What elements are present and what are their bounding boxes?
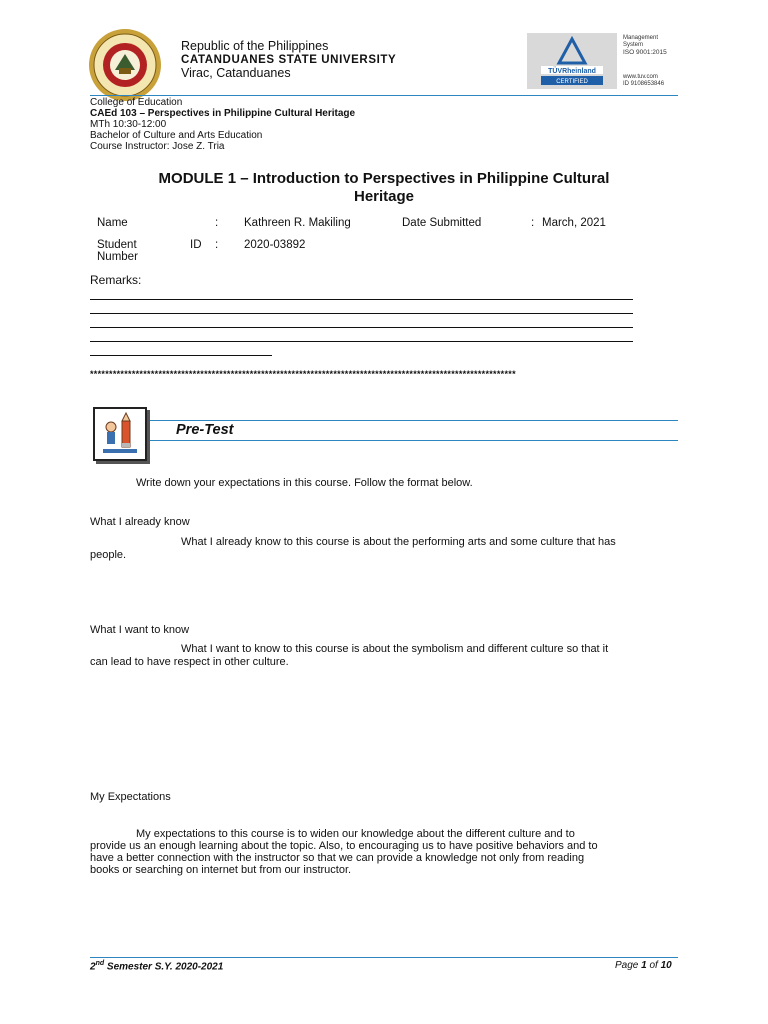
semester-text: Semester S.Y. 2020-2021	[104, 961, 224, 973]
course-schedule: MTh 10:30-12:00	[90, 119, 167, 130]
university-location: Virac, Catanduanes	[181, 66, 291, 80]
remarks-line	[90, 327, 633, 328]
module-title	[100, 170, 668, 206]
cert-url: www.tuv.com	[623, 74, 658, 80]
cert-id: ID 9108653846	[623, 81, 665, 87]
college-name: College of Education	[90, 97, 183, 108]
university-seal-logo	[88, 28, 162, 102]
remarks-line	[90, 299, 633, 300]
course-instructor: Course Instructor: Jose Z. Tria	[90, 141, 225, 152]
pretest-instruction: Write down your expectations in this course. Follow the format below.	[136, 477, 473, 489]
answer-already-know-line2: people.	[90, 549, 127, 561]
footer-divider	[90, 957, 678, 958]
date-colon: :	[531, 217, 535, 229]
semester-ordinal: nd	[95, 960, 105, 967]
student-id-label-id: ID	[190, 239, 202, 251]
remarks-line	[90, 313, 633, 314]
answer-expectations-line3: have a better connection with the instructor so that we can provide a knowledge not only from reading	[90, 852, 585, 864]
name-colon: :	[215, 217, 219, 229]
section-heading-want-to-know: What I want to know	[90, 624, 190, 636]
pretest-top-rule	[150, 420, 678, 421]
cert-iso: ISO 9001:2015	[623, 49, 667, 56]
answer-expectations-line4: books or searching on internet but from our instructor.	[90, 864, 352, 876]
cert-line-management: Management	[623, 35, 659, 41]
page-total: 10	[660, 960, 672, 971]
svg-text:CERTIFIED: CERTIFIED	[556, 79, 588, 85]
header-divider	[90, 95, 678, 96]
student-id-label-2: Number	[97, 251, 138, 263]
student-id-label-1: Student	[97, 239, 137, 251]
remarks-label: Remarks:	[90, 273, 142, 287]
page-current: 1	[641, 960, 647, 971]
remarks-line	[90, 355, 272, 356]
module-title-line2: Heritage	[353, 188, 415, 205]
module-title-line1: MODULE 1 – Introduction to Perspectives in Philippine Cultural	[158, 170, 610, 187]
semester-number: 2	[90, 961, 96, 973]
pretest-heading: Pre-Test	[176, 422, 234, 438]
student-name: Kathreen R. Makiling	[244, 217, 351, 229]
student-id-value: 2020-03892	[244, 239, 306, 251]
footer-semester	[90, 960, 223, 972]
svg-text:TÜVRheinland: TÜVRheinland	[548, 68, 596, 75]
course-code-title: CAEd 103 – Perspectives in Philippine Cultural Heritage	[90, 108, 356, 119]
answer-want-to-know-line2: can lead to have respect in other culture.	[90, 656, 289, 668]
section-heading-already-know: What I already know	[90, 516, 190, 528]
university-name: CATANDUANES STATE UNIVERSITY	[181, 54, 397, 66]
id-colon: :	[215, 239, 219, 251]
star-separator: ****************************************************************************************************************	[90, 369, 516, 379]
country-name: Republic of the Philippines	[181, 39, 329, 53]
page-prefix: Page	[615, 960, 642, 971]
pencil-kid-icon	[93, 407, 147, 461]
pretest-bottom-rule	[150, 440, 678, 441]
section-heading-expectations: My Expectations	[90, 791, 171, 803]
name-label: Name	[97, 217, 128, 229]
footer-page-number	[615, 960, 672, 971]
date-submitted-value: March, 2021	[542, 217, 606, 229]
cert-line-system: System	[623, 42, 644, 48]
answer-want-to-know-line1: What I want to know to this course is about the symbolism and different culture so that it	[181, 643, 609, 655]
date-submitted-label: Date Submitted	[402, 217, 482, 229]
page-of: of	[646, 960, 661, 971]
program-name: Bachelor of Culture and Arts Education	[90, 130, 263, 141]
tuv-certification-logo	[527, 33, 617, 89]
answer-expectations-line1: My expectations to this course is to widen our knowledge about the different culture and to	[136, 828, 575, 840]
answer-expectations-line2: provide us an enough learning about the topic. Also, to encouraging us to have positive behaviors and to	[90, 840, 598, 852]
answer-already-know-line1: What I already know to this course is about the performing arts and some culture that has	[181, 536, 616, 548]
remarks-line	[90, 341, 633, 342]
